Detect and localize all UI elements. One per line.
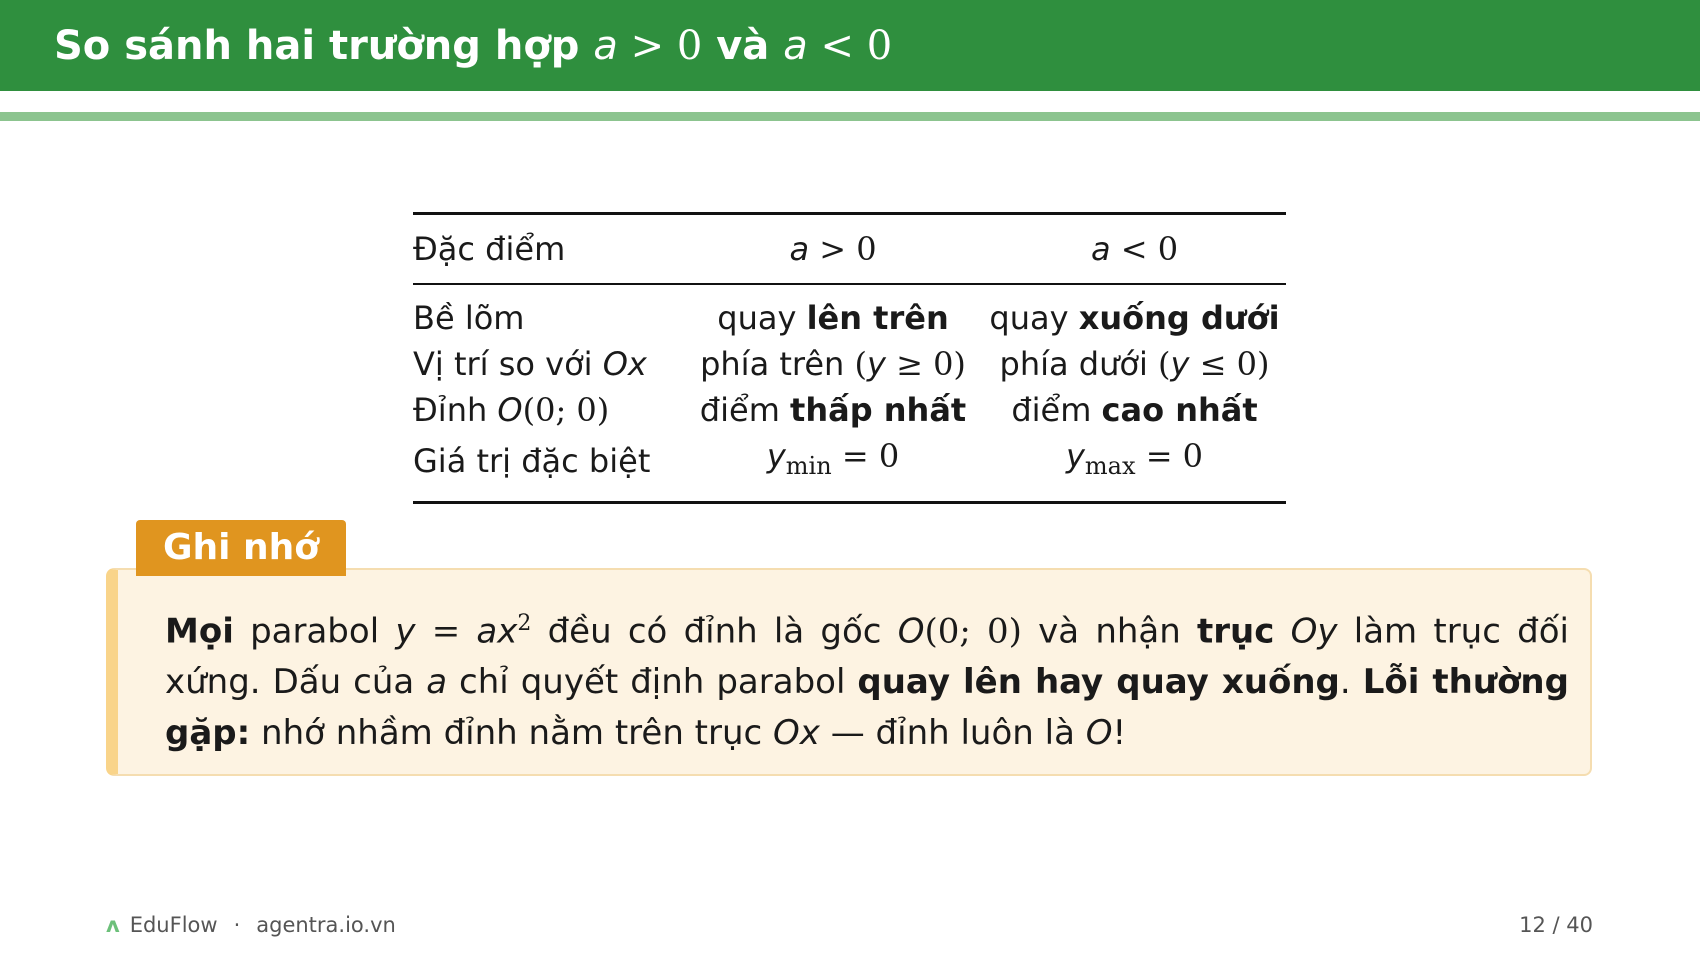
page-counter bbox=[1519, 912, 1593, 938]
page-total: 40 bbox=[1566, 913, 1593, 937]
cell-a-positive: quay lên trên bbox=[717, 299, 949, 337]
row-label: Bề lõm bbox=[413, 299, 525, 337]
comparison-table bbox=[413, 212, 1286, 504]
page-separator: / bbox=[1545, 913, 1567, 937]
header-rule bbox=[0, 112, 1700, 121]
slide-title bbox=[54, 16, 892, 76]
footer-brand: EduFlow bbox=[129, 913, 218, 937]
header-feature: Đặc điểm bbox=[413, 230, 566, 268]
row-label: Đỉnh O(0; 0) bbox=[413, 391, 610, 429]
title-cond1-var: a bbox=[593, 23, 618, 69]
cell-a-negative: điểm cao nhất bbox=[1011, 391, 1258, 429]
page-current: 12 bbox=[1519, 913, 1546, 937]
eduflow-logo-icon: ʌ bbox=[106, 913, 120, 937]
cell-a-negative: $y_{max} = 0$ bbox=[1065, 437, 1204, 480]
footer bbox=[106, 912, 396, 938]
table-row-concavity bbox=[413, 284, 1286, 341]
row-label: Giá trị đặc biệt bbox=[413, 442, 651, 480]
table-row-position bbox=[413, 341, 1286, 387]
note-box bbox=[106, 568, 1592, 776]
footer-site-link[interactable]: agentra.io.vn bbox=[256, 913, 396, 937]
title-cond2-rel: < 0 bbox=[807, 23, 893, 69]
table-row-special-value bbox=[413, 433, 1286, 503]
table-row-vertex bbox=[413, 387, 1286, 433]
header-a-positive: a > 0 bbox=[789, 230, 877, 268]
cell-a-positive: phía trên (y ≥ 0) bbox=[700, 345, 966, 383]
cell-a-positive: điểm thấp nhất bbox=[699, 391, 967, 429]
header-a-negative: a < 0 bbox=[1090, 230, 1179, 268]
cell-a-positive: $y_{min} = 0$ bbox=[766, 437, 900, 480]
title-conjunction: và bbox=[716, 23, 770, 69]
table-header-row bbox=[413, 214, 1286, 285]
title-cond1-rel: > 0 bbox=[617, 23, 703, 69]
title-text: So sánh hai trường hợp bbox=[54, 23, 580, 69]
title-bar bbox=[0, 0, 1700, 91]
cell-a-negative: quay xuống dưới bbox=[989, 299, 1280, 337]
note-tab-label: Ghi nhớ bbox=[136, 520, 346, 576]
cell-a-negative: phía dưới (y ≤ 0) bbox=[999, 345, 1270, 383]
title-cond2-var: a bbox=[783, 23, 808, 69]
row-label: Vị trí so với Ox bbox=[413, 345, 647, 383]
footer-separator: · bbox=[233, 913, 241, 937]
note-text: Mọi parabol $y = ax^2$ đều có đỉnh là gốc O(0; 0) và nhận trục Oy làm trục đối xứng. Dấu của a chỉ quyết định parabol quay lên hay quay xuống. Lỗi thường gặp: nhớ nhầm đỉnh nằm trên trục Ox — đỉnh luôn là O! bbox=[165, 611, 1569, 754]
